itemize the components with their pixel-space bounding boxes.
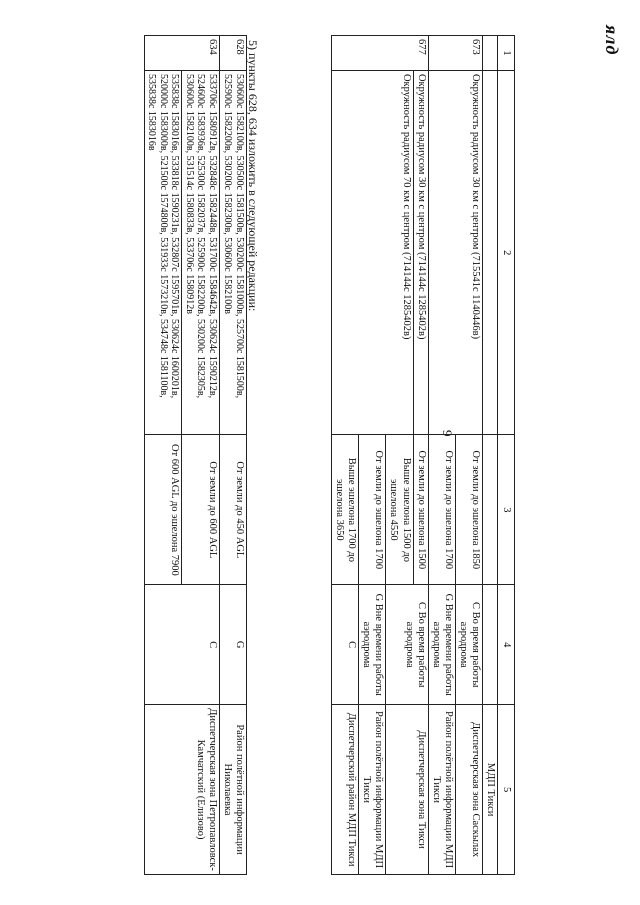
amendment-intro: 5) пункты 628, 634 изложить в следующей редакции: xyxy=(246,40,260,312)
class-cell: C Во время работы аэродрома xyxy=(386,585,428,705)
unit-cell: Диспетчерская зона Петропавловск-Камчатский (Елизово) xyxy=(144,705,219,875)
unit-cell: Район полётной информации МДП Тикси xyxy=(359,705,386,875)
unit-cell: Диспетчерская зона Саскылах xyxy=(455,705,482,875)
table-row xyxy=(219,36,246,875)
class-cell: C xyxy=(144,585,219,705)
height-cell: От земли до эшелона 1850 xyxy=(455,435,482,585)
height-cell: От земли до эшелона 1700 xyxy=(428,435,455,585)
airspace-table-2 xyxy=(144,35,247,875)
row-number: 677 xyxy=(332,36,428,71)
class-cell: G Вне времени работы аэродрома xyxy=(359,585,386,705)
table-row xyxy=(413,36,428,875)
row-number: 673 xyxy=(428,36,482,71)
unit-cell: Диспетчерская зона Тикси xyxy=(386,705,428,875)
class-cell: G Вне времени работы аэродрома xyxy=(428,585,455,705)
row-description: 533706с 1580912в, 532848с 1582448в, 531700с 1584642в, 530624с 1590212в, 524600с 1583936в, 525300с 1582037в, 525900с 1582200в, 530200с 1582305в, 530600с 1582100в, 531514с 1580833в, 533706с 1580912в xyxy=(182,70,220,434)
column-header: 4 xyxy=(497,585,514,705)
class-cell: G xyxy=(219,585,246,705)
table-row xyxy=(482,36,497,875)
row-description: Окружность радиусом 70 км с центром (714144с 1285402в) xyxy=(332,70,413,434)
row-number: 628 xyxy=(219,36,246,71)
table-header-row xyxy=(497,36,514,875)
column-header: 3 xyxy=(497,435,514,585)
column-header: 2 xyxy=(497,70,514,434)
height-cell: От земли до эшелона 1700 xyxy=(359,435,386,585)
unit-cell: Район полётной информации МДП Тикси xyxy=(428,705,455,875)
column-header: 1 xyxy=(497,36,514,71)
handwritten-mark: ялд xyxy=(602,25,622,56)
height-cell: От земли до 600 AGL xyxy=(182,435,220,585)
height-cell: Выше эшелона 1500 до эшелона 4550 xyxy=(386,435,413,585)
head-note: МДП Тикси xyxy=(482,705,497,875)
class-cell: C xyxy=(332,585,359,705)
column-header: 5 xyxy=(497,705,514,875)
row-description: 530600с 1582100в, 530500с 1581500в, 530200с 1581000в, 525700с 1581500в, 525900с 1582200в, 530200с 1582300в, 530600с 1582100в xyxy=(219,70,246,434)
airspace-table xyxy=(331,35,515,875)
page-number: 9 xyxy=(440,430,455,437)
unit-cell: Район полётной информации Николаевка xyxy=(219,705,246,875)
height-cell: От земли до 450 AGL xyxy=(219,435,246,585)
table-row xyxy=(182,36,220,875)
row-description: 535838с 1583016в, 533818с 1590231в, 532807с 1595701в, 530624с 1600201в, 520000с 1583000в, 521500с 1574800в, 531933с 1573210в, 534748с 1581100в, 535838с 1583016в xyxy=(144,70,182,434)
table-row xyxy=(455,36,482,875)
row-description: Окружность радиусом 30 км с центром (715541с 1140446в) xyxy=(428,70,482,434)
row-description: Окружность радиусом 30 км с центром (714144с 1285402в) xyxy=(413,70,428,434)
unit-cell: Диспетчерский район МДП Тикси xyxy=(332,705,359,875)
height-cell: От земли до эшелона 1500 xyxy=(413,435,428,585)
height-cell: От 600 AGL до эшелона 7900 xyxy=(144,435,182,585)
class-cell: C Во время работы аэродрома xyxy=(455,585,482,705)
row-number: 634 xyxy=(144,36,219,71)
height-cell: Выше эшелона 1700 до эшелона 3650 xyxy=(332,435,359,585)
